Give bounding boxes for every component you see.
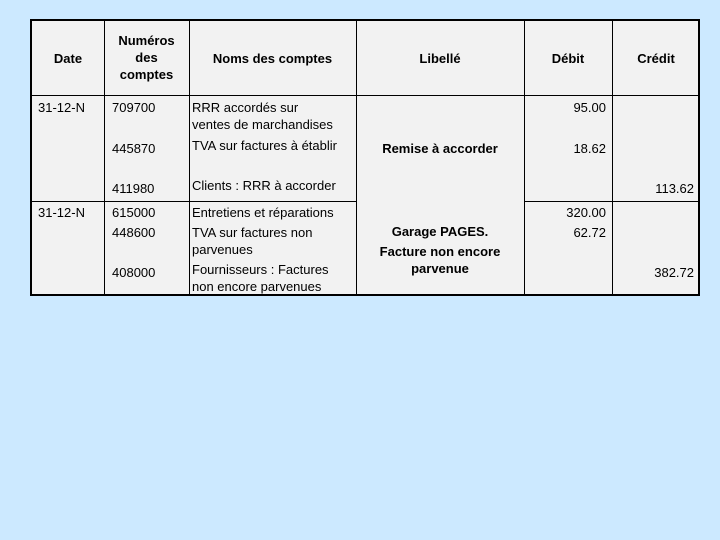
entry-libelle-line: Garage PAGES. (391, 224, 489, 239)
row-divider (104, 201, 356, 202)
account-number: 615000 (112, 205, 156, 220)
account-name-line: parvenues (192, 242, 253, 257)
account-name (192, 261, 329, 295)
account-number: 411980 (112, 181, 155, 196)
header-debit: Débit (551, 51, 585, 66)
account-name: TVA sur factures à établir (192, 138, 337, 153)
header-numeros-line: des (135, 50, 158, 65)
account-number: 408000 (112, 265, 156, 280)
entry-libelle: Remise à accorder (382, 141, 498, 156)
account-number: 448600 (112, 225, 156, 240)
header-credit: Crédit (637, 51, 675, 66)
entry-libelle (356, 223, 524, 277)
journal-entry-table (30, 19, 700, 296)
account-name (192, 224, 312, 258)
entry-date: 31-12-N (38, 205, 85, 220)
header-numeros (104, 32, 189, 83)
header-libelle: Libellé (419, 51, 461, 66)
account-name-line: Fournisseurs : Factures (192, 262, 329, 277)
debit-amount: 95.00 (573, 100, 606, 115)
debit-amount: 18.62 (573, 141, 606, 156)
credit-amount: 382.72 (654, 265, 694, 280)
account-name: Clients : RRR à accorder (192, 178, 336, 193)
account-name-line: ventes de marchandises (192, 117, 333, 132)
account-number: 709700 (112, 100, 156, 115)
credit-amount: 113.62 (655, 181, 694, 196)
debit-amount: 320.00 (566, 205, 606, 220)
header-numeros-line: Numéros (118, 33, 175, 48)
header-noms: Noms des comptes (212, 51, 333, 66)
debit-amount: 62.72 (573, 225, 606, 240)
row-divider (524, 201, 700, 202)
entry-libelle-line: parvenue (411, 261, 469, 276)
entry-date: 31-12-N (38, 100, 85, 115)
account-name (192, 99, 333, 133)
entry-libelle-line: Facture non encore (379, 244, 501, 259)
header-divider (32, 95, 698, 96)
header-date: Date (53, 51, 83, 66)
account-name-line: non encore parvenues (192, 279, 322, 294)
header-numeros-line: comptes (119, 67, 174, 82)
account-name-line: TVA sur factures non (192, 225, 313, 240)
account-name: Entretiens et réparations (192, 205, 334, 220)
account-number: 445870 (112, 141, 156, 156)
row-divider (32, 201, 104, 202)
account-name-line: RRR accordés sur (192, 100, 299, 115)
